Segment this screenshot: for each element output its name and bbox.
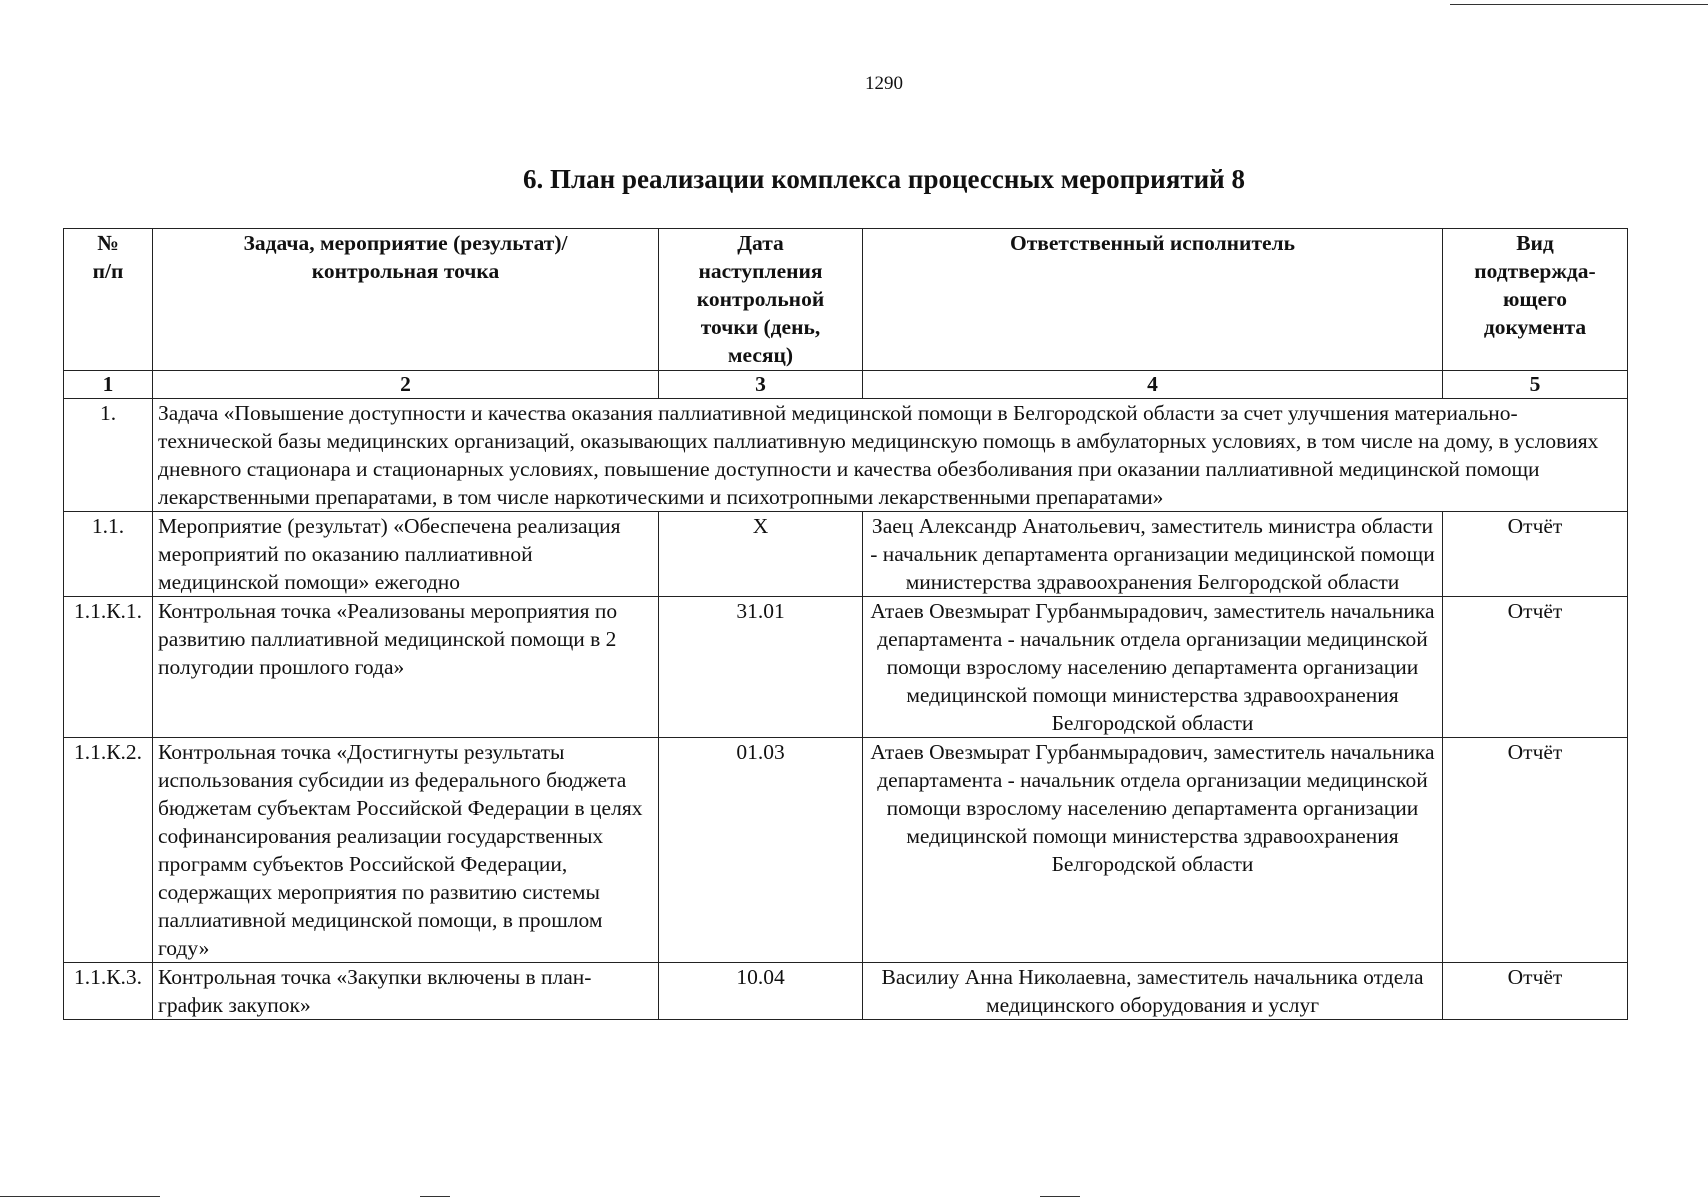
row-document: Отчёт (1443, 963, 1628, 1020)
page-number: 1290 (865, 73, 903, 94)
table-row (64, 963, 1628, 1020)
table-row (64, 597, 1628, 738)
row-date: 01.03 (659, 738, 863, 963)
row-responsible: Василиу Анна Николаевна, заместитель начальника отдела медицинского оборудования и услуг (863, 963, 1443, 1020)
table-header-row (64, 229, 1628, 371)
scan-artifact-line (0, 1196, 160, 1197)
row-description: Контрольная точка «Реализованы мероприятия по развитию паллиативной медицинской помощи в 2 полугодии прошлого года» (153, 597, 659, 738)
task-row (64, 399, 1628, 512)
row-description: Контрольная точка «Закупки включены в план-график закупок» (153, 963, 659, 1020)
scan-artifact-line (420, 1196, 450, 1197)
header-date: Дата наступления контрольной точки (день, месяц) (659, 229, 863, 371)
row-number: 1.1.К.2. (64, 738, 153, 963)
row-number: 1.1.К.1. (64, 597, 153, 738)
column-number: 3 (659, 371, 863, 399)
column-number: 4 (863, 371, 1443, 399)
plan-table (63, 228, 1628, 1020)
row-number: 1.1.К.3. (64, 963, 153, 1020)
row-date: 10.04 (659, 963, 863, 1020)
column-number: 2 (153, 371, 659, 399)
row-description: Контрольная точка «Достигнуты результаты использования субсидии из федерального бюджета бюджетам субъектам Российской Федерации в целях софинансирования реализации государственных программ субъектов Российской Федерации, содержащих мероприятия по развитию системы паллиативной медицинской помощи, в прошлом году» (153, 738, 659, 963)
row-document: Отчёт (1443, 738, 1628, 963)
scan-artifact-line (1040, 1196, 1080, 1197)
header-document: Вид подтвержда- ющего документа (1443, 229, 1628, 371)
row-responsible: Заец Александр Анатольевич, заместитель министра области - начальник департамента организации медицинской помощи министерства здравоохранения Белгородской области (863, 512, 1443, 597)
column-number: 5 (1443, 371, 1628, 399)
row-number: 1.1. (64, 512, 153, 597)
header-task: Задача, мероприятие (результат)/ контрольная точка (153, 229, 659, 371)
row-responsible: Атаев Овезмырат Гурбанмырадович, заместитель начальника департамента - начальник отдела организации медицинской помощи взрослому населению департамента организации медицинской помощи министерства здравоохранения Белгородской области (863, 738, 1443, 963)
column-number-row (64, 371, 1628, 399)
header-responsible: Ответственный исполнитель (863, 229, 1443, 371)
row-document: Отчёт (1443, 512, 1628, 597)
column-number: 1 (64, 371, 153, 399)
header-number: № п/п (64, 229, 153, 371)
table-row (64, 512, 1628, 597)
row-date: Х (659, 512, 863, 597)
row-document: Отчёт (1443, 597, 1628, 738)
row-responsible: Атаев Овезмырат Гурбанмырадович, заместитель начальника департамента - начальник отдела организации медицинской помощи взрослому населению департамента организации медицинской помощи министерства здравоохранения Белгородской области (863, 597, 1443, 738)
row-description: Мероприятие (результат) «Обеспечена реализация мероприятий по оказанию паллиативной медицинской помощи» ежегодно (153, 512, 659, 597)
page-title: 6. План реализации комплекса процессных мероприятий 8 (523, 164, 1245, 194)
task-number: 1. (64, 399, 153, 512)
scan-artifact-line (1450, 4, 1708, 5)
task-text: Задача «Повышение доступности и качества оказания паллиативной медицинской помощи в Белгородской области за счет улучшения материально-технической базы медицинских организаций, оказывающих паллиативную медицинскую помощь в амбулаторных условиях, в том числе на дому, в условиях дневного стационара и стационарных условиях, повышение доступности и качества обезболивания при оказании паллиативной медицинской помощи лекарственными препаратами, в том числе наркотическими и психотропными лекарственными препаратами» (153, 399, 1628, 512)
table-row (64, 738, 1628, 963)
row-date: 31.01 (659, 597, 863, 738)
